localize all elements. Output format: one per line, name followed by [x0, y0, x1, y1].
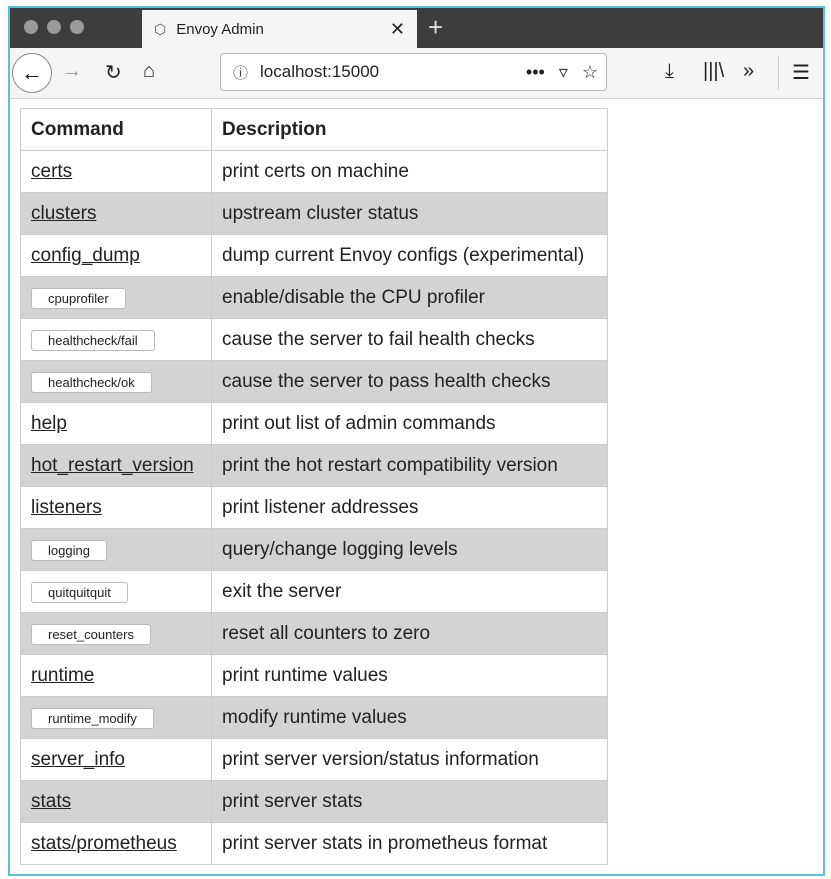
command-cell	[21, 445, 212, 487]
command-cell	[21, 487, 212, 529]
table-row	[21, 655, 608, 697]
tab-envoy-admin[interactable]	[142, 10, 417, 48]
table-row	[21, 697, 608, 739]
close-window-button[interactable]	[24, 20, 38, 34]
table-row	[21, 781, 608, 823]
command-button[interactable]: quitquitquit	[31, 582, 128, 603]
maximize-window-button[interactable]	[70, 20, 84, 34]
description-cell: print the hot restart compatibility version	[212, 445, 608, 487]
description-cell: exit the server	[212, 571, 608, 613]
table-row	[21, 193, 608, 235]
admin-commands-table	[20, 108, 608, 865]
nav-toolbar	[10, 48, 823, 99]
command-cell	[21, 739, 212, 781]
command-cell	[21, 403, 212, 445]
description-cell: print server stats in prometheus format	[212, 823, 608, 865]
table-row	[21, 823, 608, 865]
command-cell	[21, 697, 212, 739]
command-cell	[21, 361, 212, 403]
header-description: Description	[212, 109, 608, 151]
command-cell	[21, 781, 212, 823]
command-cell	[21, 613, 212, 655]
table-row	[21, 151, 608, 193]
command-button[interactable]: runtime_modify	[31, 708, 154, 729]
command-cell	[21, 823, 212, 865]
new-tab-icon[interactable]: +	[428, 12, 444, 42]
back-button[interactable]: ←	[12, 53, 52, 93]
download-icon[interactable]: ⤓	[665, 60, 674, 82]
table-row	[21, 277, 608, 319]
table-row	[21, 319, 608, 361]
command-cell	[21, 319, 212, 361]
command-cell	[21, 151, 212, 193]
minimize-window-button[interactable]	[47, 20, 61, 34]
description-cell: modify runtime values	[212, 697, 608, 739]
description-cell: print server stats	[212, 781, 608, 823]
window-controls	[24, 20, 84, 34]
description-cell: query/change logging levels	[212, 529, 608, 571]
url-bar[interactable]	[220, 53, 607, 91]
command-link[interactable]: server_info	[31, 748, 125, 770]
pocket-icon[interactable]: ▿	[558, 61, 568, 82]
command-button[interactable]: logging	[31, 540, 107, 561]
table-row	[21, 571, 608, 613]
description-cell: cause the server to pass health checks	[212, 361, 608, 403]
command-link[interactable]: stats	[31, 790, 72, 812]
tab-title: Envoy Admin	[176, 20, 264, 38]
more-icon[interactable]: •••	[525, 61, 545, 82]
table-row	[21, 739, 608, 781]
header-command: Command	[21, 109, 212, 151]
description-cell: print runtime values	[212, 655, 608, 697]
command-link[interactable]: config_dump	[31, 244, 140, 266]
description-cell: cause the server to fail health checks	[212, 319, 608, 361]
command-cell	[21, 655, 212, 697]
table-row	[21, 487, 608, 529]
command-button[interactable]: cpuprofiler	[31, 288, 126, 309]
description-cell: print server version/status information	[212, 739, 608, 781]
command-link[interactable]: listeners	[31, 496, 102, 518]
command-link[interactable]: hot_restart_version	[31, 454, 194, 476]
description-cell: enable/disable the CPU profiler	[212, 277, 608, 319]
command-link[interactable]: certs	[31, 160, 73, 182]
table-row	[21, 529, 608, 571]
description-cell: print certs on machine	[212, 151, 608, 193]
table-row	[21, 403, 608, 445]
command-link[interactable]: stats/prometheus	[31, 832, 177, 854]
table-row	[21, 361, 608, 403]
close-tab-icon[interactable]: ✕	[389, 18, 405, 39]
library-icon[interactable]: |||\	[703, 60, 725, 82]
table-row	[21, 445, 608, 487]
table-row	[21, 613, 608, 655]
command-link[interactable]: runtime	[31, 664, 95, 686]
menu-icon[interactable]: ☰	[792, 62, 810, 84]
command-cell	[21, 277, 212, 319]
url-text[interactable]: localhost:15000	[260, 62, 380, 81]
command-link[interactable]: help	[31, 412, 67, 434]
reload-icon[interactable]: ↻	[105, 62, 122, 84]
description-cell: dump current Envoy configs (experimental)	[212, 235, 608, 277]
command-button[interactable]: reset_counters	[31, 624, 151, 645]
toolbar-divider	[778, 56, 779, 90]
command-cell	[21, 571, 212, 613]
table-row	[21, 235, 608, 277]
command-cell	[21, 529, 212, 571]
command-cell	[21, 235, 212, 277]
command-cell	[21, 193, 212, 235]
description-cell: print listener addresses	[212, 487, 608, 529]
description-cell: print out list of admin commands	[212, 403, 608, 445]
command-button[interactable]: healthcheck/fail	[31, 330, 155, 351]
forward-icon[interactable]: →	[62, 60, 82, 82]
info-icon[interactable]: ⓘ	[233, 64, 249, 82]
overflow-icon[interactable]: »	[743, 60, 755, 82]
favicon-icon: ⬡	[154, 20, 167, 37]
command-button[interactable]: healthcheck/ok	[31, 372, 152, 393]
bookmark-star-icon[interactable]: ☆	[581, 61, 598, 82]
home-icon[interactable]: ⌂	[143, 60, 156, 82]
browser-window	[8, 6, 825, 876]
command-link[interactable]: clusters	[31, 202, 97, 224]
tab-bar	[10, 8, 823, 48]
description-cell: reset all counters to zero	[212, 613, 608, 655]
description-cell: upstream cluster status	[212, 193, 608, 235]
